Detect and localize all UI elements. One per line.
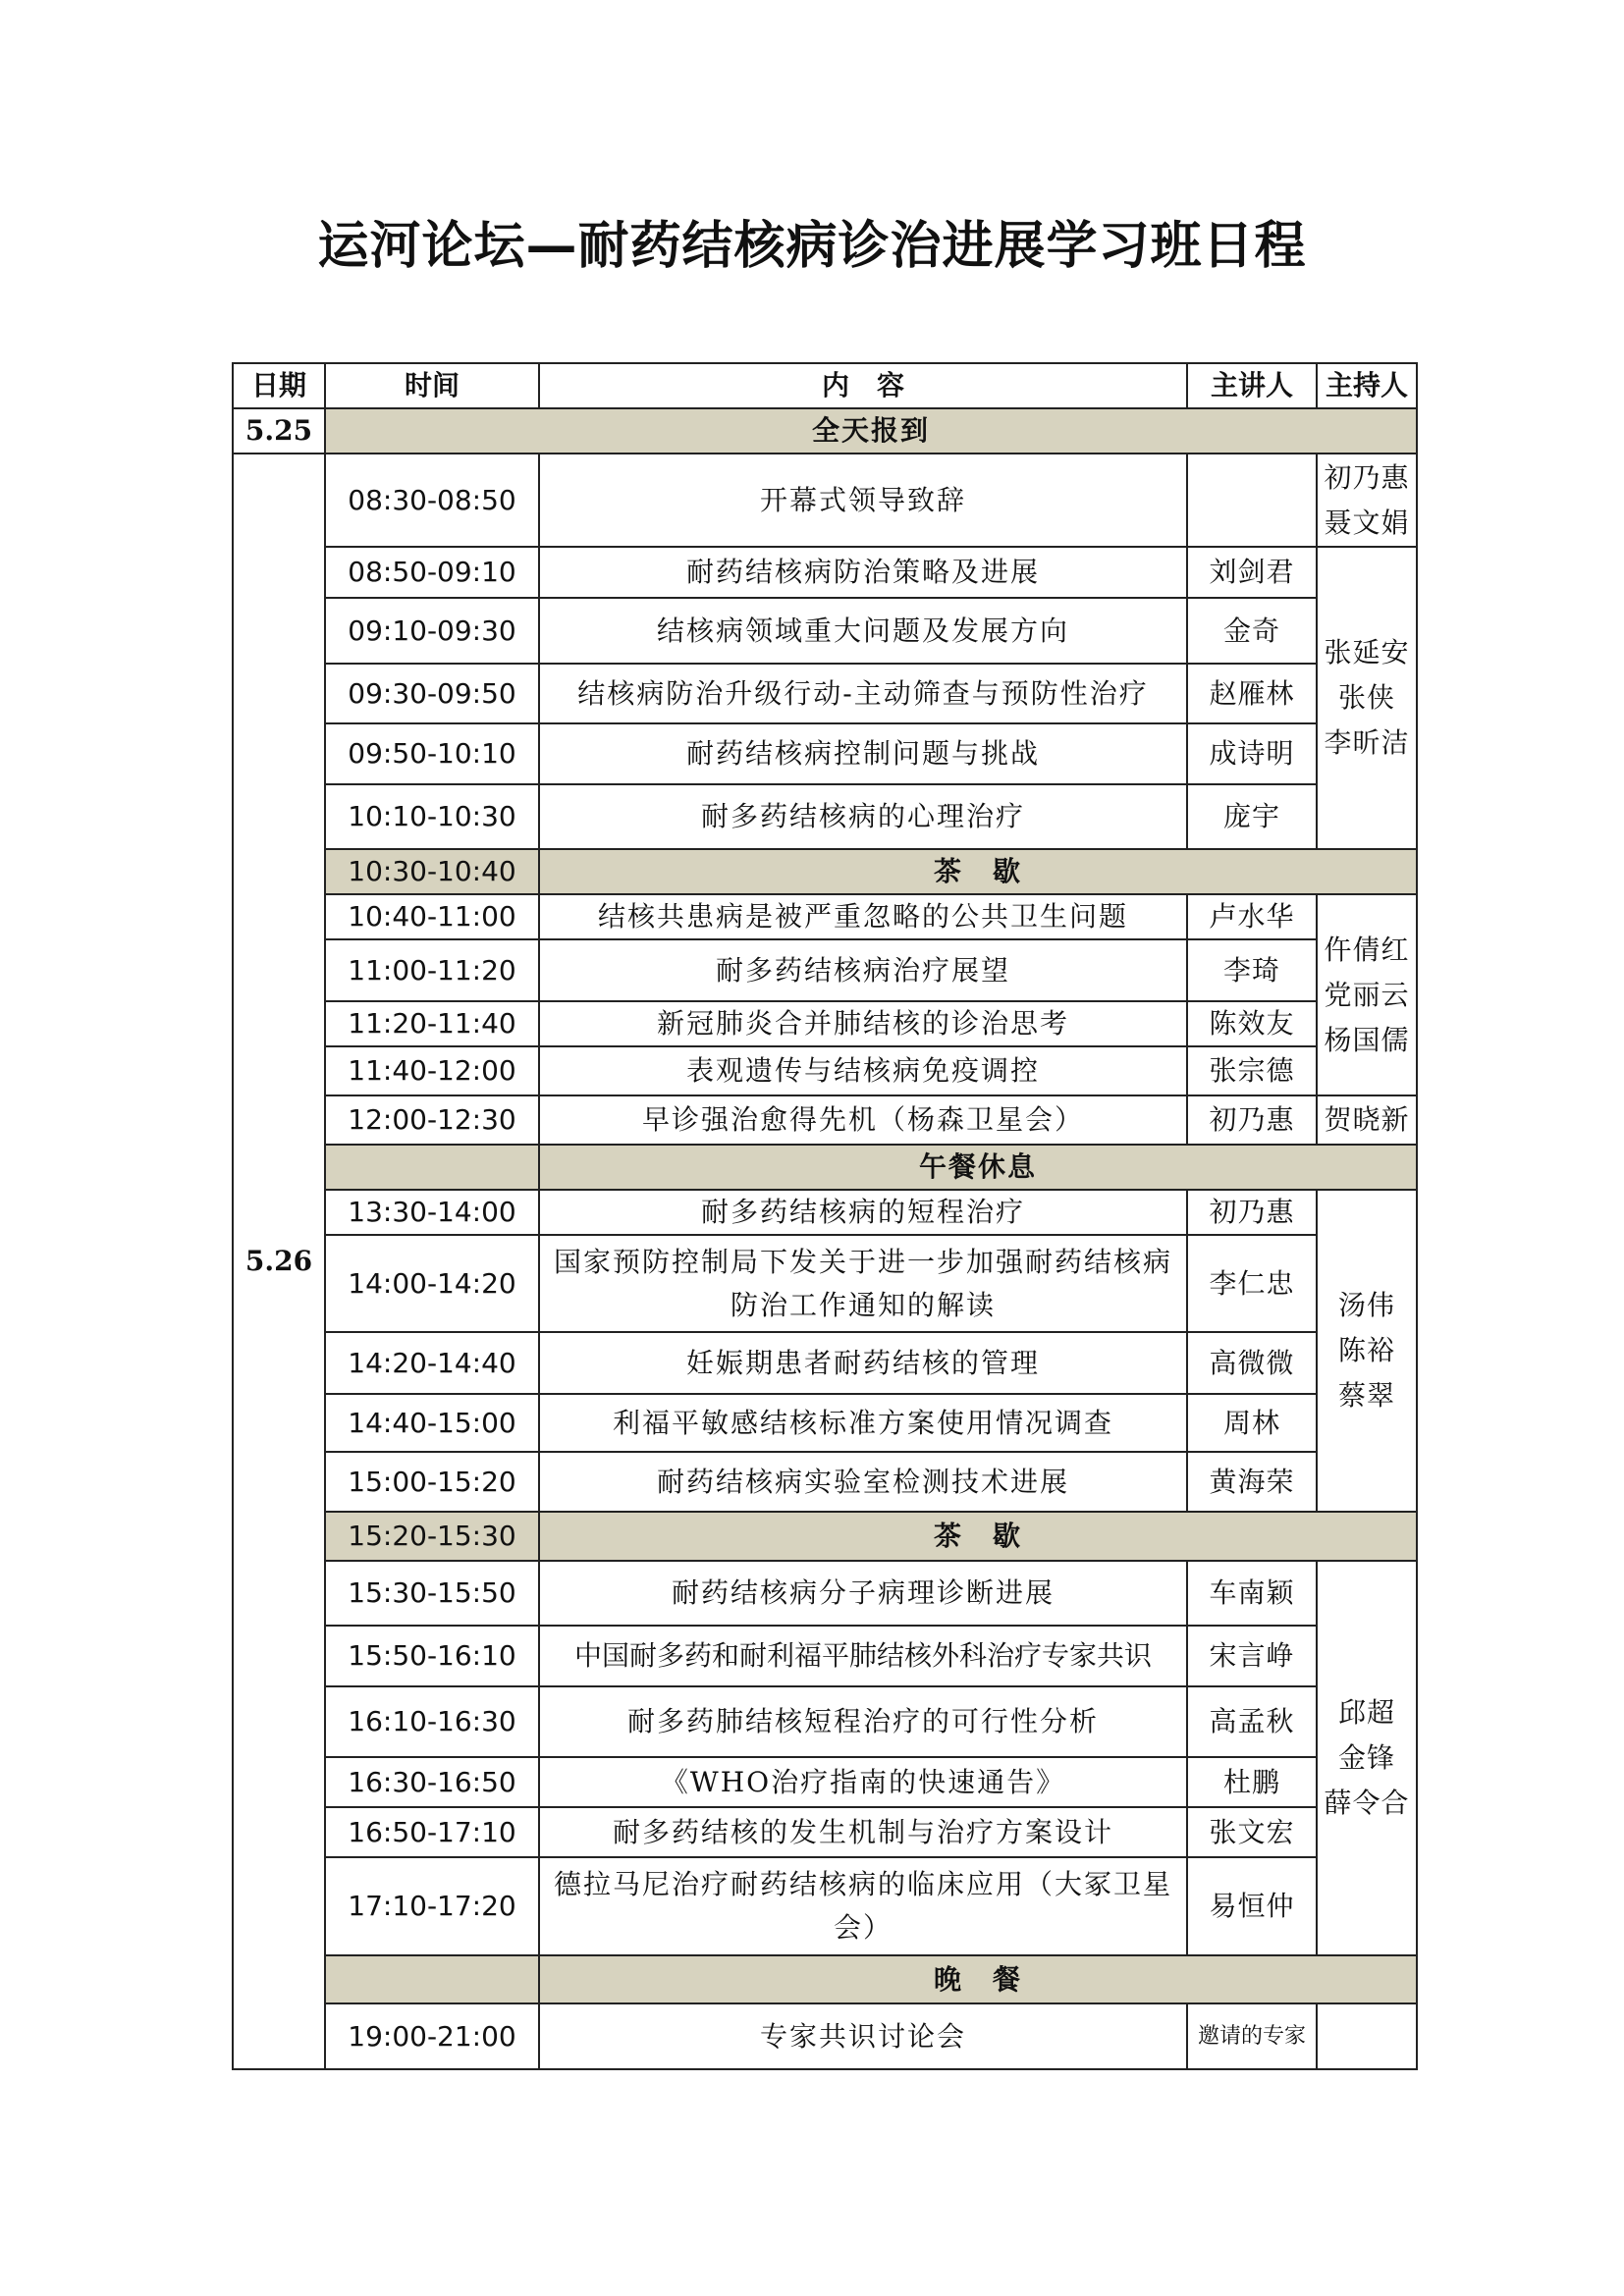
header-row <box>233 363 1417 408</box>
time-cell: 17:10-17:20 <box>325 1857 539 1955</box>
header-speaker: 主讲人 <box>1187 363 1317 408</box>
table-row <box>233 1095 1417 1145</box>
content-cell: 妊娠期患者耐药结核的管理 <box>539 1332 1187 1394</box>
speaker-cell: 邀请的专家 <box>1187 2003 1317 2069</box>
speaker-cell: 易恒仲 <box>1187 1857 1317 1955</box>
content-cell: 结核病领域重大问题及发展方向 <box>539 598 1187 664</box>
time-cell: 11:00-11:20 <box>325 939 539 1001</box>
break-time-cell: 15:20-15:30 <box>325 1512 539 1561</box>
content-cell: 耐多药结核病治疗展望 <box>539 939 1187 1001</box>
time-cell: 15:00-15:20 <box>325 1452 539 1512</box>
table-row <box>233 1512 1417 1561</box>
table-row <box>233 1857 1417 1955</box>
content-cell: 中国耐多药和耐利福平肺结核外科治疗专家共识 <box>539 1626 1187 1686</box>
time-cell: 16:10-16:30 <box>325 1686 539 1757</box>
table-row <box>233 408 1417 454</box>
content-cell: 开幕式领导致辞 <box>539 454 1187 547</box>
time-cell: 09:10-09:30 <box>325 598 539 664</box>
content-cell: 耐药结核病控制问题与挑战 <box>539 723 1187 784</box>
speaker-cell: 金奇 <box>1187 598 1317 664</box>
speaker-cell: 车南颖 <box>1187 1561 1317 1626</box>
header-content: 内 容 <box>539 363 1187 408</box>
content-cell: 利福平敏感结核标准方案使用情况调查 <box>539 1394 1187 1452</box>
tea-break-band: 茶 歇 <box>539 1512 1417 1561</box>
speaker-cell: 杜鹏 <box>1187 1757 1317 1807</box>
table-row <box>233 1561 1417 1626</box>
content-cell: 《WHO治疗指南的快速通告》 <box>539 1757 1187 1807</box>
time-cell: 10:40-11:00 <box>325 894 539 939</box>
time-cell: 15:30-15:50 <box>325 1561 539 1626</box>
speaker-cell: 陈效友 <box>1187 1001 1317 1046</box>
content-cell: 专家共识讨论会 <box>539 2003 1187 2069</box>
content-cell: 表观遗传与结核病免疫调控 <box>539 1046 1187 1095</box>
table-row <box>233 939 1417 1001</box>
table-row <box>233 1955 1417 2003</box>
table-row <box>233 894 1417 939</box>
table-row <box>233 1757 1417 1807</box>
time-cell: 14:00-14:20 <box>325 1235 539 1332</box>
table-row <box>233 664 1417 723</box>
table-row <box>233 849 1417 894</box>
speaker-cell: 高微微 <box>1187 1332 1317 1394</box>
time-cell: 13:30-14:00 <box>325 1190 539 1235</box>
time-cell: 19:00-21:00 <box>325 2003 539 2069</box>
speaker-cell: 初乃惠 <box>1187 1190 1317 1235</box>
content-cell: 德拉马尼治疗耐药结核病的临床应用（大冢卫星会） <box>539 1857 1187 1955</box>
dinner-time-cell <box>325 1955 539 2003</box>
page-title: 运河论坛—耐药结核病诊治进展学习班日程 <box>317 217 1307 276</box>
time-cell: 16:50-17:10 <box>325 1807 539 1857</box>
content-cell: 耐多药结核病的短程治疗 <box>539 1190 1187 1235</box>
lunch-time-cell <box>325 1145 539 1190</box>
speaker-cell: 黄海荣 <box>1187 1452 1317 1512</box>
date-cell-day1: 5.25 <box>233 408 325 454</box>
table-row <box>233 1235 1417 1332</box>
speaker-cell: 李琦 <box>1187 939 1317 1001</box>
speaker-cell: 赵雁林 <box>1187 664 1317 723</box>
table-row <box>233 1626 1417 1686</box>
date-cell-day2: 5.26 <box>233 454 325 2069</box>
table-row <box>233 1332 1417 1394</box>
table-row <box>233 784 1417 849</box>
content-cell: 耐多药结核病的心理治疗 <box>539 784 1187 849</box>
speaker-cell: 初乃惠 <box>1187 1095 1317 1145</box>
host-cell: 仵倩红 党丽云 杨国儒 <box>1317 894 1417 1095</box>
lunch-band: 午餐休息 <box>539 1145 1417 1190</box>
time-cell: 11:40-12:00 <box>325 1046 539 1095</box>
time-cell: 16:30-16:50 <box>325 1757 539 1807</box>
speaker-cell: 宋言峥 <box>1187 1626 1317 1686</box>
table-row <box>233 1807 1417 1857</box>
host-cell: 初乃惠 聂文娟 <box>1317 454 1417 547</box>
table-row <box>233 1001 1417 1046</box>
registration-band: 全天报到 <box>325 408 1417 454</box>
time-cell: 09:50-10:10 <box>325 723 539 784</box>
speaker-cell: 卢水华 <box>1187 894 1317 939</box>
time-cell: 14:40-15:00 <box>325 1394 539 1452</box>
host-cell: 汤伟 陈裕 蔡翠 <box>1317 1190 1417 1512</box>
content-cell: 国家预防控制局下发关于进一步加强耐药结核病防治工作通知的解读 <box>539 1235 1187 1332</box>
table-row <box>233 1190 1417 1235</box>
content-cell: 耐药结核病分子病理诊断进展 <box>539 1561 1187 1626</box>
content-cell: 耐药结核病防治策略及进展 <box>539 547 1187 598</box>
tea-break-band: 茶 歇 <box>539 849 1417 894</box>
time-cell: 14:20-14:40 <box>325 1332 539 1394</box>
time-cell: 12:00-12:30 <box>325 1095 539 1145</box>
header-host: 主持人 <box>1317 363 1417 408</box>
header-date: 日期 <box>233 363 325 408</box>
table-row <box>233 547 1417 598</box>
speaker-cell: 张文宏 <box>1187 1807 1317 1857</box>
break-time-cell: 10:30-10:40 <box>325 849 539 894</box>
content-cell: 结核共患病是被严重忽略的公共卫生问题 <box>539 894 1187 939</box>
time-cell: 08:50-09:10 <box>325 547 539 598</box>
table-row <box>233 1145 1417 1190</box>
host-cell <box>1317 2003 1417 2069</box>
speaker-cell: 庞宇 <box>1187 784 1317 849</box>
speaker-cell <box>1187 454 1317 547</box>
content-cell: 新冠肺炎合并肺结核的诊治思考 <box>539 1001 1187 1046</box>
header-time: 时间 <box>325 363 539 408</box>
time-cell: 11:20-11:40 <box>325 1001 539 1046</box>
host-cell: 贺晓新 <box>1317 1095 1417 1145</box>
schedule-table <box>232 362 1418 2070</box>
content-cell: 耐多药肺结核短程治疗的可行性分析 <box>539 1686 1187 1757</box>
table-row <box>233 1394 1417 1452</box>
speaker-cell: 刘剑君 <box>1187 547 1317 598</box>
content-cell: 早诊强治愈得先机（杨森卫星会） <box>539 1095 1187 1145</box>
speaker-cell: 周林 <box>1187 1394 1317 1452</box>
speaker-cell: 成诗明 <box>1187 723 1317 784</box>
host-cell: 张延安 张侠 李昕洁 <box>1317 547 1417 849</box>
time-cell: 08:30-08:50 <box>325 454 539 547</box>
speaker-cell: 高孟秋 <box>1187 1686 1317 1757</box>
table-row <box>233 1452 1417 1512</box>
time-cell: 10:10-10:30 <box>325 784 539 849</box>
time-cell: 15:50-16:10 <box>325 1626 539 1686</box>
content-cell: 耐药结核病实验室检测技术进展 <box>539 1452 1187 1512</box>
content-cell: 结核病防治升级行动-主动筛查与预防性治疗 <box>539 664 1187 723</box>
table-row <box>233 2003 1417 2069</box>
time-cell: 09:30-09:50 <box>325 664 539 723</box>
dinner-band: 晚 餐 <box>539 1955 1417 2003</box>
content-cell: 耐多药结核的发生机制与治疗方案设计 <box>539 1807 1187 1857</box>
table-row <box>233 454 1417 547</box>
table-row <box>233 598 1417 664</box>
speaker-cell: 李仁忠 <box>1187 1235 1317 1332</box>
speaker-cell: 张宗德 <box>1187 1046 1317 1095</box>
table-row <box>233 723 1417 784</box>
host-cell: 邱超 金锋 薛令合 <box>1317 1561 1417 1955</box>
table-row <box>233 1686 1417 1757</box>
table-row <box>233 1046 1417 1095</box>
